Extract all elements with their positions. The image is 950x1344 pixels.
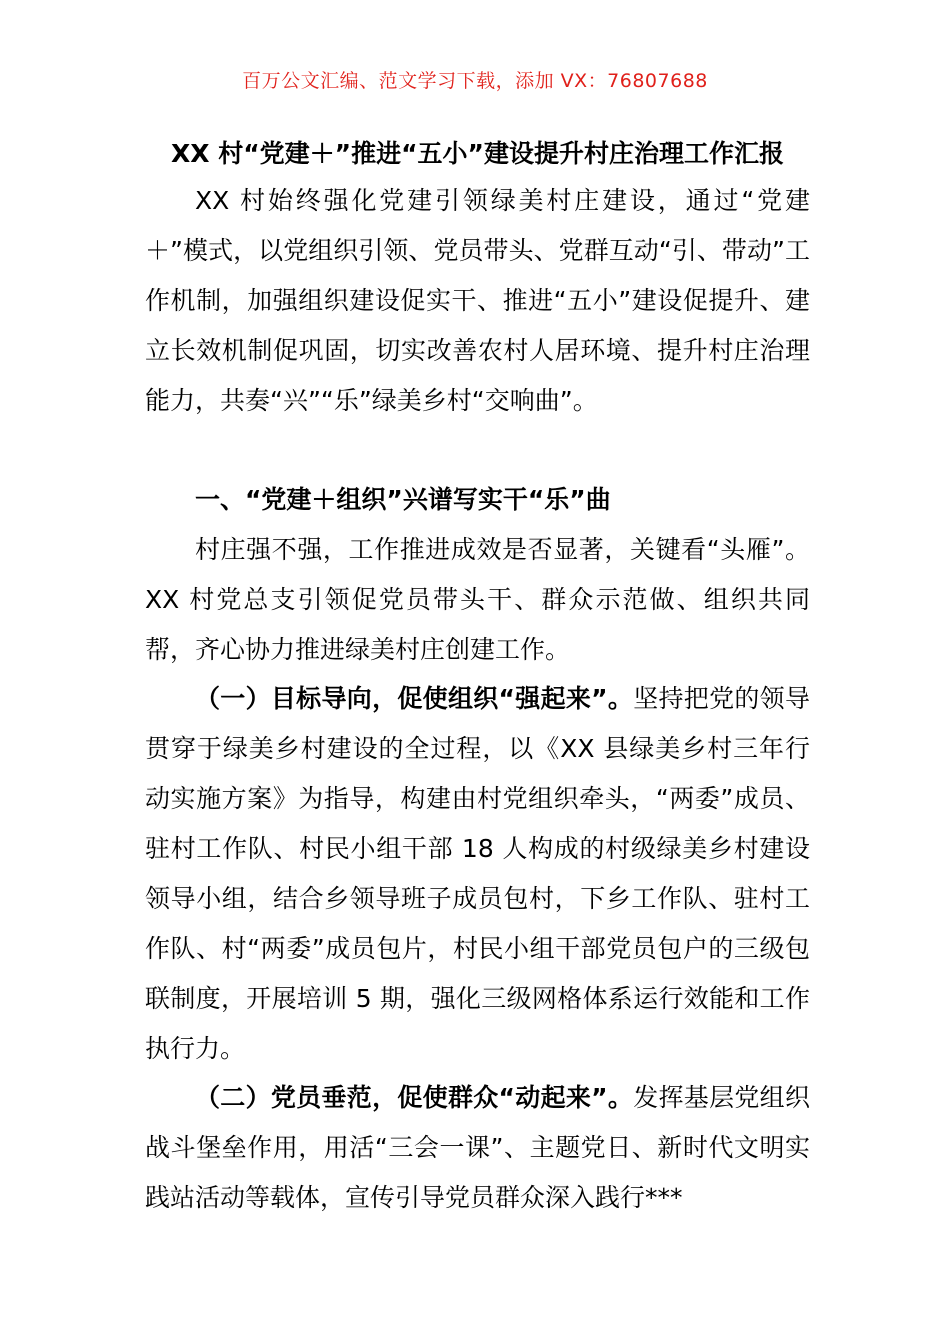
download-notice: 百万公文汇编、范文学习下载，添加 VX：76807688 xyxy=(242,70,708,92)
section-1-paragraph: 村庄强不强，工作推进成效是否显著，关键看“头雁”。XX 村党总支引领促党员带头干、群众示范做、组织共同帮，齐心协力推进绿美村庄创建工作。 xyxy=(145,535,810,664)
item-2-lead: （二）党员垂范，促使群众“动起来”。 xyxy=(195,1083,634,1112)
intro-paragraph: XX 村始终强化党建引领绿美村庄建设，通过“党建＋”模式，以党组织引领、党员带头、党群互动“引、带动”工作机制，加强组织建设促实干、推进“五小”建设促提升、建立长效机制促巩固，切实改善农村人居环境、提升村庄治理能力，共奏“兴”“乐”绿美乡村“交响曲”。 xyxy=(145,186,810,415)
item-1-lead: （一）目标导向，促使组织“强起来”。 xyxy=(195,684,634,713)
item-2-text: 发挥基层党组织战斗堡垒作用，用活“三会一课”、主题党日、新时代文明实践站活动等载体，宣传引导党员群众深入践行*** xyxy=(145,1083,810,1212)
item-2-paragraph xyxy=(145,1073,810,1223)
document-title: XX 村“党建＋”推进“五小”建设提升村庄治理工作汇报 xyxy=(171,139,784,168)
section-1-heading: 一、“党建＋组织”兴谱写实干“乐”曲 xyxy=(195,485,611,514)
item-1-paragraph xyxy=(145,674,810,1074)
item-1-text: 坚持把党的领导贯穿于绿美乡村建设的全过程，以《XX 县绿美乡村三年行动实施方案》为指导，构建由村党组织牵头，“两委”成员、驻村工作队、村民小组干部 18 人构成的村级绿美乡村建设领导小组，结合乡领导班子成员包村，下乡工作队、驻村工作队、村“两委”成员包片，村民小组干部党员包户的三级包联制度，开展培训 5 期，强化三级网格体系运行效能和工作执行力。 xyxy=(145,684,810,1063)
